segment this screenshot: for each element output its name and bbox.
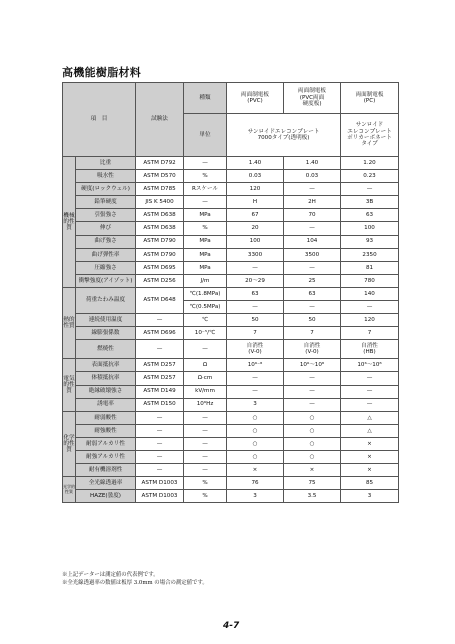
unit: — (184, 157, 227, 170)
value-col1: — (227, 372, 284, 385)
header-col3-type: 両面制電板 (PC) (341, 83, 399, 114)
property-name: 引張強さ (76, 209, 136, 222)
table-row (63, 490, 399, 503)
value-col3: 10⁶〜10⁸ (341, 359, 399, 372)
value-col2: — (284, 222, 341, 235)
value-col3: — (341, 183, 399, 196)
test-method: ASTM D257 (136, 359, 184, 372)
value-col3: 780 (341, 274, 399, 287)
test-method: — (136, 450, 184, 463)
unit: MPa (184, 209, 227, 222)
unit: kV/mm (184, 385, 227, 398)
footnotes (62, 571, 208, 587)
table-row (63, 274, 399, 287)
table-row (63, 235, 399, 248)
value-col2: 1.40 (284, 157, 341, 170)
table-row (63, 170, 399, 183)
table-row (63, 340, 399, 359)
value-col1: 10⁶⁻⁸ (227, 359, 284, 372)
property-name: 体積抵抗率 (76, 372, 136, 385)
value-col3: 120 (341, 314, 399, 327)
unit: — (184, 437, 227, 450)
unit: — (184, 196, 227, 209)
property-name: 耐弱アルカリ性 (76, 437, 136, 450)
property-name: 吸水性 (76, 170, 136, 183)
value-col2: 0.03 (284, 170, 341, 183)
unit: — (184, 464, 227, 477)
property-name: 伸び (76, 222, 136, 235)
header-kind: 種類 (184, 83, 227, 114)
value-col2: — (284, 261, 341, 274)
unit: % (184, 477, 227, 490)
value-col1: H (227, 196, 284, 209)
page-title: 高機能樹脂材料 (62, 66, 142, 79)
value-col3: — (341, 372, 399, 385)
value-col1: 自消性 (V-0) (227, 340, 284, 359)
value-col3: 3B (341, 196, 399, 209)
value-col3: × (341, 464, 399, 477)
group-optical: 光学的性質 (63, 477, 76, 503)
value-col1: ○ (227, 437, 284, 450)
value-col1: 76 (227, 477, 284, 490)
table-row (63, 411, 399, 424)
test-method: ASTM D638 (136, 209, 184, 222)
footnote: ※上記データーは測定値の代表例です。 (62, 572, 159, 578)
value-col2: ○ (284, 424, 341, 437)
property-name: 圧縮強さ (76, 261, 136, 274)
value-col2: 104 (284, 235, 341, 248)
test-method: ASTM D790 (136, 235, 184, 248)
value-col1: 20 (227, 222, 284, 235)
test-method: ASTM D1003 (136, 490, 184, 503)
property-name: 荷重たわみ温度 (76, 287, 136, 313)
table-row (63, 248, 399, 261)
value-col2: ○ (284, 437, 341, 450)
table-row (63, 398, 399, 411)
test-method: — (136, 464, 184, 477)
test-method: ASTM D785 (136, 183, 184, 196)
property-name: 線膨張係数 (76, 327, 136, 340)
test-method: ASTM D257 (136, 372, 184, 385)
property-name: 絶縁破壊強さ (76, 385, 136, 398)
value-col1: 3 (227, 398, 284, 411)
test-method: ASTM D149 (136, 385, 184, 398)
property-name: 誘電率 (76, 398, 136, 411)
value-col2: 7 (284, 327, 341, 340)
value-col1: 20〜29 (227, 274, 284, 287)
value-col1: ○ (227, 450, 284, 463)
value-col3: 85 (341, 477, 399, 490)
unit: ℃(0.5MPa) (184, 301, 227, 314)
value-col1: 120 (227, 183, 284, 196)
value-col1: — (227, 261, 284, 274)
value-col2: — (284, 398, 341, 411)
test-method: — (136, 411, 184, 424)
value-col3: 0.23 (341, 170, 399, 183)
table-row (63, 385, 399, 398)
header-col12-product: サンロイドエレコンプレート 7000タイプ(透明板) (227, 114, 341, 157)
value-col3: — (341, 385, 399, 398)
value-col2: 3.5 (284, 490, 341, 503)
value-col3: 自消性 (HB) (341, 340, 399, 359)
value-col1: 63 (227, 287, 284, 300)
table-row (63, 464, 399, 477)
property-name: 燃焼性 (76, 340, 136, 359)
value-col2: 63 (284, 287, 341, 300)
value-col1: 7 (227, 327, 284, 340)
properties-table (62, 82, 399, 503)
property-name: HAZE(曇度) (76, 490, 136, 503)
value-col3: 81 (341, 261, 399, 274)
value-col2: — (284, 385, 341, 398)
value-col3: 100 (341, 222, 399, 235)
property-name: 耐強アルカリ性 (76, 450, 136, 463)
property-name: 曲げ弾性率 (76, 248, 136, 261)
unit: 10⁻⁵/℃ (184, 327, 227, 340)
test-method: ASTM D256 (136, 274, 184, 287)
test-method: — (136, 340, 184, 359)
value-col3: — (341, 398, 399, 411)
test-method: ASTM D696 (136, 327, 184, 340)
unit: ℃ (184, 314, 227, 327)
group-thermal: 熱的性質 (63, 287, 76, 358)
unit: J/m (184, 274, 227, 287)
property-name: 耐有機溶剤性 (76, 464, 136, 477)
header-col1-type: 両面制電板 (PVC) (227, 83, 284, 114)
test-method: JIS K 5400 (136, 196, 184, 209)
table-row (63, 314, 399, 327)
header-col3-product: サンロイド エレコンプレート ポリカーボネート タイプ (341, 114, 399, 157)
table-header-row (63, 83, 399, 114)
table-row (63, 477, 399, 490)
value-col3: △ (341, 411, 399, 424)
value-col2: 3500 (284, 248, 341, 261)
table-row (63, 287, 399, 300)
value-col2: — (284, 301, 341, 314)
property-name: 耐弱酸性 (76, 411, 136, 424)
unit: MPa (184, 235, 227, 248)
unit: — (184, 450, 227, 463)
table-row (63, 196, 399, 209)
property-name: 硬度(ロックウェル) (76, 183, 136, 196)
property-name: 衝撃強度(アイゾット) (76, 274, 136, 287)
value-col2: 2H (284, 196, 341, 209)
value-col2: ○ (284, 411, 341, 424)
test-method: ASTM D1003 (136, 477, 184, 490)
property-name: 曲げ強さ (76, 235, 136, 248)
table-row (63, 222, 399, 235)
value-col2: ○ (284, 450, 341, 463)
value-col2: × (284, 464, 341, 477)
value-col1: 50 (227, 314, 284, 327)
table-row (63, 157, 399, 170)
table-row (63, 372, 399, 385)
table-row (63, 437, 399, 450)
value-col2: 50 (284, 314, 341, 327)
unit: % (184, 222, 227, 235)
value-col3: × (341, 450, 399, 463)
table-row (63, 424, 399, 437)
value-col3: 93 (341, 235, 399, 248)
table-row (63, 261, 399, 274)
footnote: ※全光線透過率の数値は板厚 3.0mm の場合の測定値です。 (62, 580, 208, 587)
value-col1: — (227, 301, 284, 314)
property-name: 比重 (76, 157, 136, 170)
header-unit: 単位 (184, 114, 227, 157)
unit: Ω (184, 359, 227, 372)
value-col1: 3 (227, 490, 284, 503)
unit: — (184, 340, 227, 359)
group-electrical: 電気的性質 (63, 359, 76, 411)
value-col3: 1.20 (341, 157, 399, 170)
property-name: 鉛筆硬度 (76, 196, 136, 209)
unit: — (184, 424, 227, 437)
value-col3: 140 (341, 287, 399, 300)
property-name: 表面抵抗率 (76, 359, 136, 372)
test-method: ASTM D570 (136, 170, 184, 183)
unit: MPa (184, 261, 227, 274)
header-method: 試験法 (136, 83, 184, 157)
test-method: ASTM D695 (136, 261, 184, 274)
value-col1: 0.03 (227, 170, 284, 183)
test-method: — (136, 314, 184, 327)
value-col3: — (341, 301, 399, 314)
value-col1: 3300 (227, 248, 284, 261)
value-col3: 63 (341, 209, 399, 222)
group-mechanical: 機械的性質 (63, 157, 76, 288)
unit: — (184, 411, 227, 424)
value-col2: — (284, 183, 341, 196)
table-row (63, 359, 399, 372)
table-row (63, 183, 399, 196)
unit: % (184, 490, 227, 503)
value-col2: 25 (284, 274, 341, 287)
unit: 10⁶Hz (184, 398, 227, 411)
value-col3: × (341, 437, 399, 450)
property-name: 全光線透過率 (76, 477, 136, 490)
unit: % (184, 170, 227, 183)
value-col1: ○ (227, 424, 284, 437)
test-method: ASTM D638 (136, 222, 184, 235)
page-number: 4-7 (223, 621, 240, 631)
value-col1: 1.40 (227, 157, 284, 170)
value-col3: 2350 (341, 248, 399, 261)
test-method: ASTM D648 (136, 287, 184, 313)
test-method: ASTM D150 (136, 398, 184, 411)
group-chemical: 化学的性質 (63, 411, 76, 476)
value-col3: △ (341, 424, 399, 437)
test-method: — (136, 437, 184, 450)
value-col1: ○ (227, 411, 284, 424)
test-method: ASTM D790 (136, 248, 184, 261)
table-row (63, 450, 399, 463)
property-name: 連続使用温度 (76, 314, 136, 327)
value-col2: 10⁶〜10⁸ (284, 359, 341, 372)
value-col1: 100 (227, 235, 284, 248)
value-col2: 自消性 (V-0) (284, 340, 341, 359)
value-col2: 70 (284, 209, 341, 222)
value-col2: — (284, 372, 341, 385)
unit: Ω·cm (184, 372, 227, 385)
unit: ℃(1.8MPa) (184, 287, 227, 300)
unit: Rスケール (184, 183, 227, 196)
header-col2-type: 両面制電板 (PVC両面 硬度板) (284, 83, 341, 114)
value-col1: — (227, 385, 284, 398)
test-method: ASTM D792 (136, 157, 184, 170)
header-item: 項 目 (63, 83, 136, 157)
table-row (63, 209, 399, 222)
value-col1: 67 (227, 209, 284, 222)
value-col1: × (227, 464, 284, 477)
property-name: 耐強酸性 (76, 424, 136, 437)
value-col2: 75 (284, 477, 341, 490)
test-method: — (136, 424, 184, 437)
value-col3: 3 (341, 490, 399, 503)
table-row (63, 327, 399, 340)
value-col3: 7 (341, 327, 399, 340)
unit: MPa (184, 248, 227, 261)
